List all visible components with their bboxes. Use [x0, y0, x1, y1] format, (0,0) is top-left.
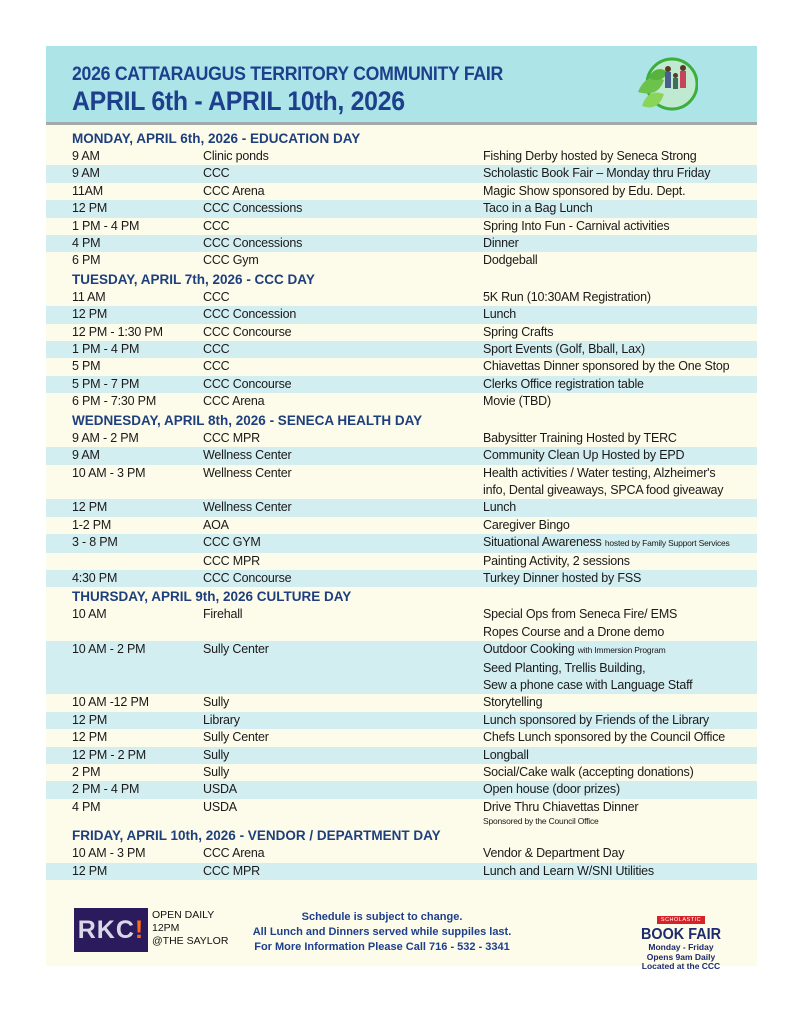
schedule-notice — [242, 910, 522, 955]
event-location: CCC Concession — [203, 307, 297, 322]
event-location: CCC Arena — [203, 183, 265, 198]
event-title: Longball — [483, 747, 529, 762]
day-heading: TUESDAY, APRIL 7th, 2026 - CCC DAY — [72, 271, 315, 287]
event-line — [483, 165, 757, 182]
event-line: Ropes Course and a Drone demo — [483, 624, 665, 639]
event-description — [483, 712, 757, 729]
event-title: Vendor & Department Day — [483, 846, 625, 861]
event-time: 9 AM — [72, 166, 100, 181]
schedule-row — [46, 517, 757, 534]
event-location: CCC — [203, 218, 230, 233]
event-description — [483, 694, 757, 711]
event-time: 9 AM — [72, 149, 100, 163]
event-location: CCC — [203, 166, 230, 181]
book-fair-line: Located at the CCC — [641, 961, 721, 971]
event-location: Firehall — [203, 607, 243, 622]
schedule-row — [46, 499, 757, 516]
event-description — [483, 641, 757, 694]
event-title: Situational Awareness — [483, 535, 602, 550]
event-description — [483, 430, 757, 447]
event-time — [46, 553, 203, 570]
event-time: 10 AM - 3 PM — [72, 846, 146, 861]
scholastic-brand: SCHOLASTIC — [657, 916, 705, 924]
event-location: CCC Concessions — [203, 236, 303, 251]
event-time: 11 AM — [72, 289, 106, 304]
event-title: Turkey Dinner hosted by FSS — [483, 570, 642, 585]
event-line — [483, 747, 757, 764]
event-time: 12 PM - 2 PM — [72, 747, 147, 762]
event-description — [483, 447, 757, 464]
event-line: Sew a phone case with Language Staff — [483, 677, 693, 692]
event-note: hosted by Family Support Services — [604, 538, 730, 549]
fair-title: 2026 CATTARAUGUS TERRITORY COMMUNITY FAIR — [72, 64, 504, 85]
event-description — [483, 289, 757, 306]
schedule-row — [46, 781, 757, 798]
event-location: CCC Concourse — [203, 324, 292, 339]
event-title: Storytelling — [483, 695, 543, 710]
event-title: Spring Into Fun - Carnival activities — [483, 218, 670, 233]
event-line — [483, 534, 757, 552]
event-location: CCC Concourse — [203, 376, 292, 391]
event-line — [483, 863, 757, 880]
event-time: 12 PM - 1:30 PM — [72, 324, 163, 339]
schedule-row — [46, 465, 757, 500]
event-description — [483, 393, 757, 410]
event-description — [483, 606, 757, 641]
schedule-row — [46, 148, 757, 165]
event-title: Social/Cake walk (accepting donations) — [483, 765, 694, 779]
notice-line: Schedule is subject to change. — [301, 911, 463, 923]
schedule-row — [46, 845, 757, 862]
event-location: Sully — [203, 765, 230, 779]
event-line — [483, 447, 757, 464]
event-time: 2 PM — [72, 765, 101, 779]
event-description — [483, 148, 757, 165]
event-location: USDA — [203, 782, 237, 797]
event-line — [483, 341, 757, 358]
event-title: Open house (door prizes) — [483, 782, 620, 797]
event-title: Chefs Lunch sponsored by the Council Office — [483, 730, 726, 745]
rkc-open-info — [152, 909, 228, 948]
event-line — [483, 553, 757, 570]
event-location: Wellness Center — [203, 465, 292, 480]
contact-phone-line: For More Information Please Call 716 - 532 - 3341 — [254, 941, 510, 953]
event-description — [483, 534, 757, 552]
event-time: 9 AM - 2 PM — [72, 430, 139, 445]
schedule-row — [46, 534, 757, 552]
day-heading: FRIDAY, APRIL 10th, 2026 - VENDOR / DEPARTMENT DAY — [72, 828, 441, 844]
event-line — [483, 376, 757, 393]
event-line — [483, 183, 757, 200]
event-time: 11AM — [72, 183, 103, 198]
schedule-row — [46, 799, 757, 826]
event-description — [483, 341, 757, 358]
event-line — [483, 465, 757, 482]
event-line — [483, 641, 757, 659]
event-location: CCC MPR — [203, 553, 260, 568]
event-description — [483, 306, 757, 323]
event-location: CCC MPR — [203, 863, 260, 878]
day-heading: MONDAY, APRIL 6th, 2026 - EDUCATION DAY — [72, 131, 361, 146]
schedule-row — [46, 764, 757, 781]
schedule-row — [46, 747, 757, 764]
event-title: Lunch sponsored by Friends of the Library — [483, 712, 709, 727]
event-line: Seed Planting, Trellis Building, — [483, 660, 646, 675]
event-title: Movie (TBD) — [483, 394, 551, 409]
open-info-line: 12PM — [152, 922, 180, 934]
schedule-row — [46, 341, 757, 358]
book-fair-ad — [629, 908, 733, 972]
event-description — [483, 799, 757, 826]
event-line — [483, 499, 757, 516]
event-time: 2 PM - 4 PM — [72, 782, 140, 797]
event-title: Lunch — [483, 307, 517, 322]
event-line — [483, 729, 757, 746]
event-title: Spring Crafts — [483, 324, 554, 339]
book-fair-line: Opens 9am Daily — [646, 951, 716, 962]
event-line — [483, 712, 757, 729]
event-location: CCC — [203, 289, 230, 304]
event-location: Sully Center — [203, 642, 269, 657]
book-fair-line: Monday - Friday — [648, 942, 714, 952]
event-title: Caregiver Bingo — [483, 517, 570, 532]
event-title: Taco in a Bag Lunch — [483, 201, 593, 216]
event-description — [483, 165, 757, 182]
event-line: info, Dental giveaways, SPCA food giveaway — [483, 482, 724, 497]
flyer-header — [46, 46, 757, 125]
event-time: 10 AM - 2 PM — [72, 642, 146, 657]
event-line — [483, 694, 757, 711]
event-title: Drive Thru Chiavettas Dinner — [483, 799, 639, 814]
event-line — [483, 570, 757, 587]
event-description — [483, 570, 757, 587]
event-title: Community Clean Up Hosted by EPD — [483, 448, 685, 463]
event-title: Sport Events (Golf, Bball, Lax) — [483, 342, 645, 357]
event-title: Magic Show sponsored by Edu. Dept. — [483, 183, 686, 198]
event-description — [483, 747, 757, 764]
event-line — [483, 235, 757, 252]
event-location: Sully Center — [203, 730, 269, 745]
event-description — [483, 781, 757, 798]
event-line — [483, 358, 757, 375]
event-time: 12 PM — [72, 863, 108, 878]
event-time: 4 PM — [72, 236, 101, 251]
event-time: 6 PM — [72, 253, 101, 268]
schedule-row — [46, 289, 757, 306]
schedule-row — [46, 694, 757, 711]
event-location: USDA — [203, 799, 237, 814]
rkc-logo-mark: ! — [134, 915, 145, 944]
event-time: 1-2 PM — [72, 517, 112, 532]
event-title: Fishing Derby hosted by Seneca Strong — [483, 149, 697, 163]
schedule-row — [46, 393, 757, 410]
event-title: Painting Activity, 2 sessions — [483, 553, 630, 568]
schedule-row — [46, 430, 757, 447]
event-location: Wellness Center — [203, 448, 292, 463]
schedule-row — [46, 376, 757, 393]
schedule-row — [46, 641, 757, 694]
event-description — [483, 218, 757, 235]
event-location: CCC MPR — [203, 430, 260, 445]
event-line — [483, 799, 757, 816]
event-description — [483, 358, 757, 375]
schedule-row — [46, 712, 757, 729]
event-description — [483, 183, 757, 200]
flyer-page — [46, 46, 757, 971]
event-time: 4:30 PM — [72, 570, 118, 585]
event-time: 1 PM - 4 PM — [72, 218, 140, 233]
event-title: Lunch — [483, 500, 517, 515]
event-description — [483, 764, 757, 781]
event-time: 12 PM — [72, 730, 108, 745]
event-time: 1 PM - 4 PM — [72, 342, 140, 357]
event-description — [483, 235, 757, 252]
event-time: 10 AM — [72, 607, 107, 622]
event-title: Lunch and Learn W/SNI Utilities — [483, 863, 654, 878]
event-location: CCC Gym — [203, 253, 259, 268]
event-description — [483, 499, 757, 516]
event-time: 12 PM — [72, 201, 108, 216]
event-description — [483, 845, 757, 862]
event-time: 4 PM — [72, 799, 101, 814]
event-description — [483, 376, 757, 393]
event-time: 5 PM — [72, 359, 101, 374]
schedule-row — [46, 165, 757, 182]
day-heading: WEDNESDAY, APRIL 8th, 2026 - SENECA HEALTH DAY — [72, 412, 423, 428]
event-line — [483, 430, 757, 447]
event-title: Health activities / Water testing, Alzheimer's — [483, 465, 716, 480]
event-title: Dinner — [483, 236, 519, 251]
event-title: Dodgeball — [483, 253, 538, 268]
open-info-line: OPEN DAILY — [152, 909, 215, 921]
event-line — [483, 324, 757, 341]
event-time: 3 - 8 PM — [72, 535, 118, 550]
event-line — [483, 606, 757, 623]
event-location: Wellness Center — [203, 500, 292, 515]
event-title: 5K Run (10:30AM Registration) — [483, 289, 651, 304]
schedule-row — [46, 606, 757, 641]
event-title: Chiavettas Dinner sponsored by the One Stop — [483, 359, 730, 374]
event-line — [483, 200, 757, 217]
event-location: CCC Concessions — [203, 201, 303, 216]
event-title: Outdoor Cooking — [483, 642, 575, 657]
event-location: Sully — [203, 695, 230, 710]
schedule-row — [46, 218, 757, 235]
event-location: Sully — [203, 747, 230, 762]
event-line — [483, 252, 757, 269]
schedule-table — [46, 129, 757, 880]
day-heading: THURSDAY, APRIL 9th, 2026 CULTURE DAY — [72, 589, 352, 605]
community-fair-logo-icon — [634, 54, 698, 116]
event-location: CCC Concourse — [203, 570, 292, 585]
event-description — [483, 863, 757, 880]
event-description — [483, 553, 757, 570]
event-time: 12 PM — [72, 307, 108, 322]
flyer-footer — [46, 908, 757, 971]
event-location: CCC Arena — [203, 846, 265, 861]
event-note: with Immersion Program — [577, 645, 666, 656]
event-title: Babysitter Training Hosted by TERC — [483, 430, 677, 445]
schedule-row — [46, 570, 757, 587]
event-line — [483, 781, 757, 798]
event-time: 6 PM - 7:30 PM — [72, 394, 157, 409]
notice-line: All Lunch and Dinners served while suppiles last. — [252, 926, 512, 938]
event-line — [483, 517, 757, 534]
event-time: 10 AM -12 PM — [72, 695, 149, 710]
event-description — [483, 465, 757, 500]
event-time: 5 PM - 7 PM — [72, 376, 140, 391]
event-line — [483, 218, 757, 235]
event-title: Clerks Office registration table — [483, 376, 644, 391]
schedule-row — [46, 235, 757, 252]
schedule-row — [46, 729, 757, 746]
event-title: Scholastic Book Fair – Monday thru Friday — [483, 166, 711, 181]
schedule-row — [46, 183, 757, 200]
event-location: CCC — [203, 359, 230, 374]
event-description — [483, 729, 757, 746]
event-time: 9 AM — [72, 448, 100, 463]
event-line — [483, 148, 757, 165]
event-location: Clinic ponds — [203, 149, 269, 163]
schedule-row — [46, 252, 757, 269]
event-line — [483, 289, 757, 306]
event-location: CCC GYM — [203, 535, 261, 550]
event-line — [483, 845, 757, 862]
schedule-row — [46, 447, 757, 464]
rkc-logo-text: RKC — [77, 915, 135, 944]
event-title: Special Ops from Seneca Fire/ EMS — [483, 607, 678, 622]
schedule-row — [46, 553, 757, 570]
book-fair-title: BOOK FAIR — [640, 926, 721, 943]
event-line — [483, 393, 757, 410]
rkc-logo — [74, 908, 148, 952]
event-description — [483, 252, 757, 269]
fair-dates: APRIL 6th - APRIL 10th, 2026 — [72, 86, 405, 116]
event-time: 10 AM - 3 PM — [72, 465, 146, 480]
event-location: Library — [203, 712, 240, 727]
event-location: CCC — [203, 342, 230, 357]
event-time: 12 PM — [72, 500, 108, 515]
schedule-row — [46, 200, 757, 217]
schedule-row — [46, 358, 757, 375]
event-description — [483, 200, 757, 217]
event-description — [483, 517, 757, 534]
event-line — [483, 306, 757, 323]
event-sponsor-note: Sponsored by the Council Office — [483, 816, 599, 827]
event-location: CCC Arena — [203, 394, 265, 409]
schedule-row — [46, 863, 757, 880]
open-info-line: @THE SAYLOR — [152, 935, 229, 947]
event-line — [483, 764, 757, 781]
event-location: AOA — [203, 517, 229, 532]
event-description — [483, 324, 757, 341]
schedule-row — [46, 324, 757, 341]
event-time: 12 PM — [72, 712, 108, 727]
schedule-row — [46, 306, 757, 323]
